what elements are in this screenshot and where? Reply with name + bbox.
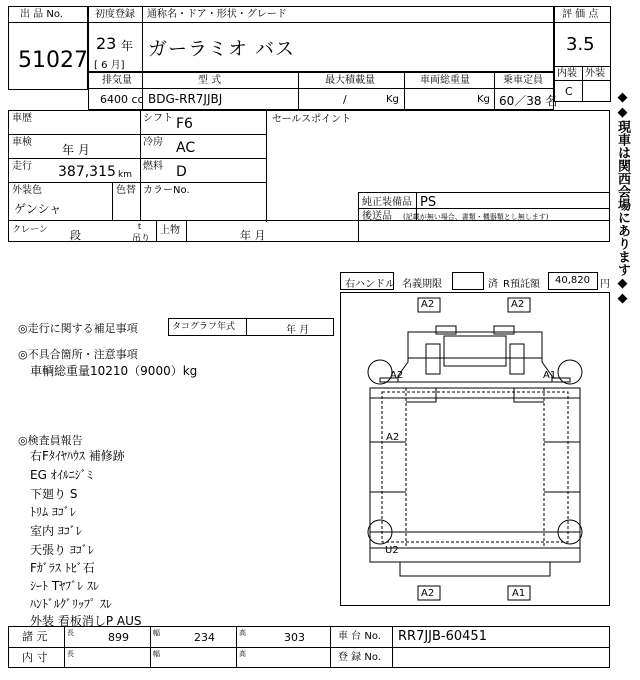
reg-label: 登 録 No. — [338, 652, 381, 663]
first-reg-year: 23 — [96, 34, 117, 53]
venue-note — [612, 90, 632, 306]
lot-label: 出 品 No. — [20, 9, 63, 20]
inspector-line: ﾊﾝﾄﾞﾙｸﾞﾘｯﾌﾟ ｽﾚ — [30, 597, 112, 611]
first-reg-month: [ 6 月] — [94, 60, 125, 71]
yen: 円 — [600, 279, 610, 290]
bodywork-ym: 年 月 — [240, 229, 266, 242]
history-label: 車歴 — [12, 113, 32, 124]
height-label-inner: 高 — [239, 650, 246, 658]
shift-label: シフト — [143, 113, 173, 124]
model-name-label: 通称名・ドア・形状・グレード — [147, 9, 287, 20]
length-label: 長 — [67, 629, 74, 637]
name-change-box — [452, 272, 484, 290]
spec-label: 諸 元 — [22, 630, 48, 643]
venue-note-text: ◆◆現車は関西会場にあります◆◆ — [615, 90, 630, 306]
inspector-title: ◎検査員報告 — [18, 434, 83, 447]
model-code-label: 型 式 — [198, 75, 222, 86]
tacho-ym: 年 月 — [286, 325, 310, 336]
fuel: D — [176, 164, 187, 180]
color-change-label: 色替 — [116, 185, 136, 196]
score-value: 3.5 — [566, 34, 595, 55]
damage-mark: A1 — [543, 370, 557, 381]
tacho-label: タコグラフ年式 — [172, 322, 236, 332]
length-label-inner: 長 — [67, 650, 74, 658]
defects-text: 車輌総重量10210（9000）kg — [30, 364, 198, 378]
shift: F6 — [176, 116, 193, 132]
crane-label: クレーン — [12, 225, 48, 235]
chassis-label: 車 台 No. — [338, 631, 381, 642]
inspection-ym: 年 月 — [62, 143, 90, 157]
crane-t: t — [138, 222, 142, 231]
first-reg-label: 初度登録 — [95, 9, 135, 20]
damage-mark: U2 — [385, 545, 399, 556]
inspector-line: 室内 ﾖｺﾞﾚ — [30, 524, 82, 538]
chassis: RR7JJB-60451 — [398, 629, 487, 644]
gvw-unit: Kg — [477, 94, 490, 105]
damage-mark: A2 — [390, 370, 404, 381]
genuine: PS — [420, 195, 437, 210]
displacement-label: 排気量 — [102, 75, 132, 86]
height: 303 — [284, 631, 305, 644]
model-code: BDG-RR7JJBJ — [148, 92, 223, 106]
max-load-unit: Kg — [386, 94, 399, 105]
bodywork-label: 上物 — [160, 225, 180, 236]
year-unit: 年 — [121, 39, 134, 53]
travel-title: ◎走行に関する補足事項 — [18, 322, 138, 335]
inspection-label: 車検 — [12, 137, 32, 148]
inspector-line: ﾄﾘﾑ ﾖｺﾞﾚ — [30, 505, 76, 519]
damage-mark: A2 — [511, 299, 525, 310]
bus-top-view-diagram — [340, 292, 610, 606]
displacement: 6400 cc — [100, 93, 144, 106]
r-odometer: 40,820 — [555, 275, 590, 286]
capacity: 60／38 名 — [499, 94, 558, 108]
steering: 右ハンドル — [345, 279, 395, 290]
width: 234 — [194, 631, 215, 644]
capacity-label: 乗車定員 — [503, 75, 543, 86]
damage-mark: A2 — [421, 588, 435, 599]
max-load-label: 最大積載量 — [325, 75, 375, 86]
ac: AC — [176, 140, 196, 156]
inspector-line: 天張り ﾖｺﾞﾚ — [30, 543, 94, 557]
lot-number: 51027 — [18, 48, 88, 73]
defects-title: ◎不具合箇所・注意事項 — [18, 348, 138, 361]
color-no-label: カラーNo. — [143, 185, 190, 196]
color-label: 外装色 — [12, 185, 42, 196]
inspector-line: 外装 看板消しP AUS — [30, 614, 142, 628]
inspector-line: 右Fﾀｲﾔﾊｳｽ 補修跡 — [30, 449, 125, 463]
aftermarket-note: (記載が無い場合、書類・機器類とし無します) — [403, 213, 549, 221]
length: 899 — [108, 631, 129, 644]
exterior-label: 外装 — [585, 68, 605, 79]
name-change-label: 名義期限 — [402, 279, 442, 290]
width-label-inner: 幅 — [153, 650, 160, 658]
crane-hoist: 吊り — [132, 234, 151, 244]
r-odometer-label: R預託額 — [503, 279, 540, 290]
score-label: 評 価 点 — [562, 9, 599, 20]
model-name: ガーラミオ バス — [148, 38, 296, 60]
inspector-line: EG ｵｲﾙﾆｼﾞﾐ — [30, 468, 93, 482]
interior-grade: C — [565, 85, 573, 98]
color: ゲンシャ — [14, 202, 62, 216]
damage-mark: A2 — [386, 432, 400, 443]
damage-mark: A1 — [512, 588, 526, 599]
ac-label: 冷房 — [143, 137, 163, 148]
mileage-label: 走行 — [12, 161, 32, 172]
fuel-label: 燃料 — [143, 161, 163, 172]
damage-mark: A2 — [421, 299, 435, 310]
max-load: / — [343, 93, 347, 106]
inner-label: 内 寸 — [22, 651, 48, 664]
inspector-line: Fｶﾞﾗｽ ﾄﾋﾞ石 — [30, 561, 95, 575]
tax-label: 済 — [488, 279, 498, 290]
width-label: 幅 — [153, 629, 160, 637]
aftermarket-label: 後送品 — [362, 211, 392, 222]
crane-stage: 段 — [70, 229, 81, 242]
height-label: 高 — [239, 629, 246, 637]
inspector-line: 下廻り S — [30, 487, 78, 501]
genuine-label: 純正装備品 — [362, 197, 412, 208]
inspector-line: ｼｰﾄ Tﾔﾌﾞﾚ ｽﾚ — [30, 579, 99, 593]
mileage: 387,315 — [58, 164, 116, 180]
selling-points-label: セールスポイント — [272, 114, 352, 125]
interior-label: 内装 — [557, 68, 577, 79]
gvw-label: 車両総重量 — [420, 75, 470, 86]
mileage-unit: km — [118, 170, 132, 180]
